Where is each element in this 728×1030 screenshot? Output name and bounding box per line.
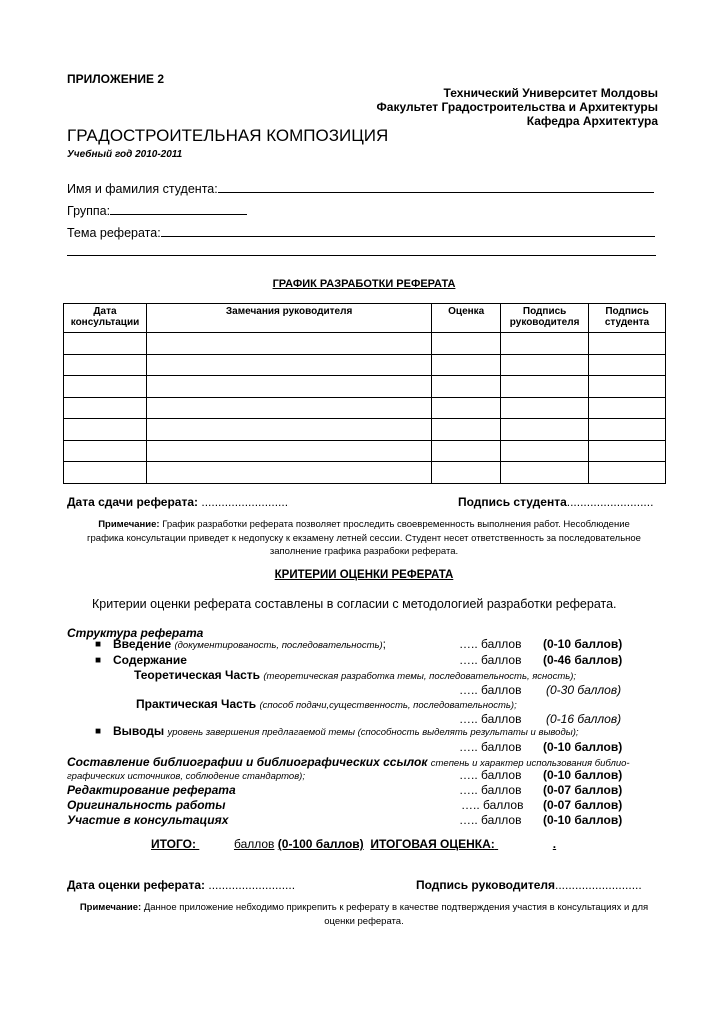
total-points-word: баллов <box>233 837 275 851</box>
theory-criterion: Теоретическая Часть (теоретическая разработка темы, последовательность, ясность); <box>134 668 577 682</box>
editing-points: ….. баллов <box>459 783 522 797</box>
content-criterion: Содержание <box>113 653 187 667</box>
submission-date-label: Дата сдачи реферата: <box>67 495 199 509</box>
content-range: (0-46 баллов) <box>543 653 623 667</box>
evaluation-date[interactable] <box>67 878 295 892</box>
col-supervisor-sign: Подпись руководителя <box>501 304 589 333</box>
topic-label: Тема реферата: <box>67 226 161 240</box>
col-remarks: Замечания руководителя <box>146 304 431 333</box>
intro-points: ….. баллов <box>459 637 522 651</box>
department-name: Кафедра Архитектура <box>526 114 658 128</box>
originality-criterion: Оригинальность работы <box>67 798 226 812</box>
total-label: ИТОГО: <box>151 837 196 851</box>
table-row[interactable] <box>64 419 666 441</box>
student-signature-label: Подпись студента <box>458 495 567 509</box>
consultations-points: ….. баллов <box>459 813 522 827</box>
col-date: Дата консультации <box>64 304 147 333</box>
consultations-range: (0-10 баллов) <box>543 813 623 827</box>
evaluation-date-dots: .......................... <box>205 878 296 892</box>
supervisor-signature-dots: .......................... <box>555 878 642 892</box>
appendix-label: ПРИЛОЖЕНИЕ 2 <box>67 72 165 86</box>
originality-range: (0-07 баллов) <box>543 798 623 812</box>
bullet-icon: ■ <box>95 726 102 737</box>
attachment-note: Примечание: Данное приложение небходимо прикрепить к реферату в качестве подтверждения участия в консультациях и для оценки реферата. <box>79 902 649 927</box>
supervisor-signature-label: Подпись руководителя <box>416 878 556 892</box>
criteria-title: КРИТЕРИИ ОЦЕНКИ РЕФЕРАТА <box>274 569 454 581</box>
evaluation-date-label: Дата оценки реферата: <box>67 878 206 892</box>
topic-field[interactable] <box>67 224 655 240</box>
consultations-criterion: Участие в консультациях <box>67 813 229 827</box>
bibliography-range: (0-10 баллов) <box>543 768 623 782</box>
attachment-note-label: Примечание: <box>79 902 142 913</box>
bullet-icon: ■ <box>95 655 102 666</box>
content-points: ….. баллов <box>459 653 522 667</box>
practice-points: ….. баллов <box>459 712 522 726</box>
total-range: (0-100 баллов) <box>277 837 364 851</box>
conclusions-criterion: Выводы уровень завершения предлагаемой темы (способность выделять результаты и выводы); <box>113 724 579 738</box>
schedule-note: Примечание: График разработки реферата позволяет проследить своевременность выполнения работ. Несоблюдение графика консультации приведет к недопуску к екзамену летней сессии. Студент несет ответственность за последовательное заполнение графика разрабоки реферата. <box>87 519 641 557</box>
table-row[interactable] <box>64 376 666 398</box>
practice-range: (0-16 баллов) <box>546 712 622 726</box>
student-signature[interactable] <box>458 495 653 509</box>
final-grade-label: ИТОГОВАЯ ОЦЕНКА: <box>370 837 495 851</box>
submission-date-dots: .......................... <box>198 495 289 509</box>
col-student-sign: Подпись студента <box>589 304 666 333</box>
theory-points: ….. баллов <box>459 683 522 697</box>
topic-continuation-line[interactable] <box>67 243 656 256</box>
group-field[interactable] <box>67 202 247 218</box>
bibliography-desc-cont: графических источников, соблюдение стандартов); <box>67 771 305 782</box>
structure-title: Структура реферата <box>67 626 204 640</box>
supervisor-signature[interactable] <box>416 878 642 892</box>
schedule-note-label: Примечание: <box>98 519 160 530</box>
editing-range: (0-07 баллов) <box>543 783 623 797</box>
criteria-intro: Критерии оценки реферата составлены в согласии с методологией разработки реферата. <box>92 597 617 611</box>
student-signature-dots: .......................... <box>566 495 654 509</box>
student-name-label: Имя и фамилия студента: <box>67 182 218 196</box>
originality-points: ….. баллов <box>461 798 524 812</box>
table-row[interactable] <box>64 354 666 376</box>
submission-date[interactable] <box>67 495 288 509</box>
student-name-field[interactable] <box>67 180 654 196</box>
schedule-header-row <box>64 304 666 333</box>
total-line: ИТОГО: баллов (0-100 баллов) ИТОГОВАЯ ОЦЕНКА: . <box>151 837 557 851</box>
table-row[interactable] <box>64 462 666 484</box>
practice-criterion: Практическая Часть (способ подачи,существенность, последовательность); <box>136 697 517 711</box>
bibliography-points: ….. баллов <box>459 768 522 782</box>
bullet-icon: ■ <box>95 639 102 650</box>
schedule-table <box>63 303 666 484</box>
table-row[interactable] <box>64 440 666 462</box>
university-name: Технический Университет Молдовы <box>443 86 658 100</box>
table-row[interactable] <box>64 333 666 355</box>
bibliography-criterion: Составление библиографии и библиографических ссылок степень и характер использования библио- <box>67 755 630 769</box>
table-row[interactable] <box>64 397 666 419</box>
course-title: ГРАДОСТРОИТЕЛЬНАЯ КОМПОЗИЦИЯ <box>67 126 389 145</box>
schedule-title: ГРАФИК РАЗРАБОТКИ РЕФЕРАТА <box>272 278 456 290</box>
col-grade: Оценка <box>432 304 501 333</box>
group-label: Группа: <box>67 204 111 218</box>
intro-criterion: Введение (документированость, последовательность); <box>113 637 386 651</box>
theory-range: (0-30 баллов) <box>546 683 622 697</box>
academic-year: Учебный год 2010-2011 <box>67 149 183 160</box>
conclusions-range: (0-10 баллов) <box>543 740 623 754</box>
faculty-name: Факультет Градостроительства и Архитектуры <box>376 100 658 114</box>
intro-range: (0-10 баллов) <box>543 637 623 651</box>
editing-criterion: Редактирование реферата <box>67 783 236 797</box>
conclusions-points: ….. баллов <box>459 740 522 754</box>
